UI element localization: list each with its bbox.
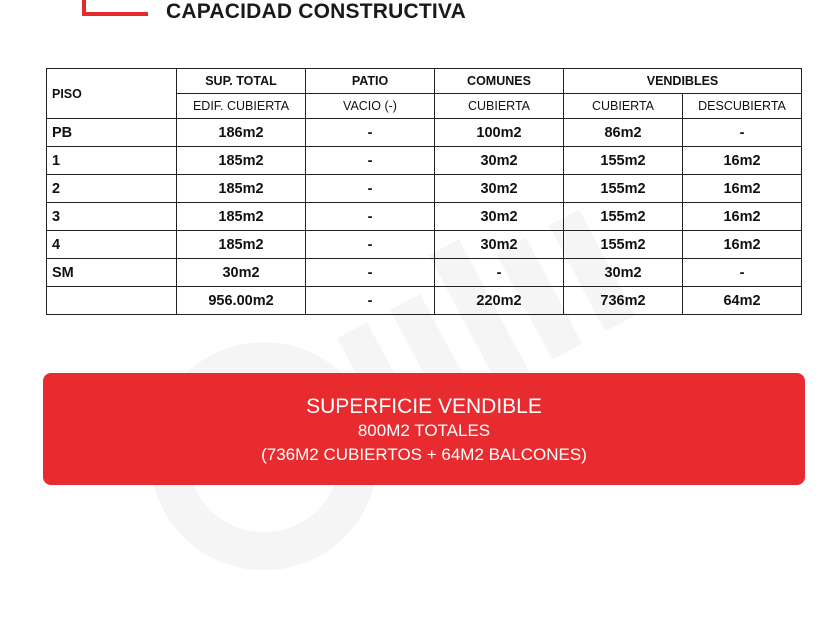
cell-piso: PB	[47, 119, 177, 147]
table-row	[47, 231, 802, 259]
cell-vendibles-descubierta: 16m2	[683, 175, 802, 203]
cell-sup-total: 185m2	[177, 175, 306, 203]
cell-comunes: 220m2	[435, 287, 564, 315]
subheader-vacio: VACIO (-)	[306, 94, 435, 119]
cell-patio: -	[306, 203, 435, 231]
header-patio: PATIO	[306, 69, 435, 94]
cell-sup-total: 30m2	[177, 259, 306, 287]
table-row	[47, 175, 802, 203]
cell-comunes: 30m2	[435, 203, 564, 231]
cell-sup-total: 956.00m2	[177, 287, 306, 315]
header-vendibles: VENDIBLES	[564, 69, 802, 94]
cell-patio: -	[306, 147, 435, 175]
cell-sup-total: 185m2	[177, 147, 306, 175]
cell-vendibles-descubierta: -	[683, 119, 802, 147]
cell-vendibles-descubierta: 16m2	[683, 147, 802, 175]
table-header-row	[47, 69, 802, 94]
cell-sup-total: 185m2	[177, 231, 306, 259]
cell-piso: 2	[47, 175, 177, 203]
cell-vendibles-cubierta: 155m2	[564, 175, 683, 203]
banner-breakdown: (736M2 CUBIERTOS + 64M2 BALCONES)	[261, 445, 587, 464]
cell-patio: -	[306, 119, 435, 147]
cell-patio: -	[306, 175, 435, 203]
summary-banner	[43, 373, 805, 485]
cell-comunes: -	[435, 259, 564, 287]
cell-vendibles-cubierta: 155m2	[564, 231, 683, 259]
table-row	[47, 259, 802, 287]
cell-vendibles-cubierta: 155m2	[564, 203, 683, 231]
cell-vendibles-cubierta: 86m2	[564, 119, 683, 147]
cell-vendibles-cubierta: 155m2	[564, 147, 683, 175]
cell-comunes: 30m2	[435, 175, 564, 203]
corner-bracket-mark	[82, 0, 148, 16]
cell-vendibles-descubierta: 64m2	[683, 287, 802, 315]
cell-piso: 4	[47, 231, 177, 259]
subheader-edif-cubierta: EDIF. CUBIERTA	[177, 94, 306, 119]
page-title: CAPACIDAD CONSTRUCTIVA	[166, 0, 466, 23]
banner-total: 800M2 TOTALES	[357, 421, 491, 440]
cell-vendibles-descubierta: 16m2	[683, 231, 802, 259]
table-row	[47, 119, 802, 147]
cell-patio: -	[306, 231, 435, 259]
table-row	[47, 203, 802, 231]
cell-comunes: 30m2	[435, 231, 564, 259]
capacity-table	[46, 68, 802, 315]
cell-sup-total: 186m2	[177, 119, 306, 147]
cell-comunes: 100m2	[435, 119, 564, 147]
cell-comunes: 30m2	[435, 147, 564, 175]
cell-vendibles-cubierta: 736m2	[564, 287, 683, 315]
header-sup-total: SUP. TOTAL	[177, 69, 306, 94]
header-piso: PISO	[47, 69, 177, 119]
header-comunes: COMUNES	[435, 69, 564, 94]
cell-piso: 3	[47, 203, 177, 231]
subheader-vendibles-cubierta: CUBIERTA	[564, 94, 683, 119]
subheader-comunes-cubierta: CUBIERTA	[435, 94, 564, 119]
cell-patio: -	[306, 287, 435, 315]
subheader-vendibles-descubierta: DESCUBIERTA	[683, 94, 802, 119]
table-total-row	[47, 287, 802, 315]
cell-vendibles-descubierta: 16m2	[683, 203, 802, 231]
cell-sup-total: 185m2	[177, 203, 306, 231]
table-row	[47, 147, 802, 175]
cell-piso: SM	[47, 259, 177, 287]
banner-title: SUPERFICIE VENDIBLE	[306, 395, 542, 418]
cell-piso	[47, 287, 177, 315]
cell-piso: 1	[47, 147, 177, 175]
cell-vendibles-cubierta: 30m2	[564, 259, 683, 287]
cell-patio: -	[306, 259, 435, 287]
cell-vendibles-descubierta: -	[683, 259, 802, 287]
